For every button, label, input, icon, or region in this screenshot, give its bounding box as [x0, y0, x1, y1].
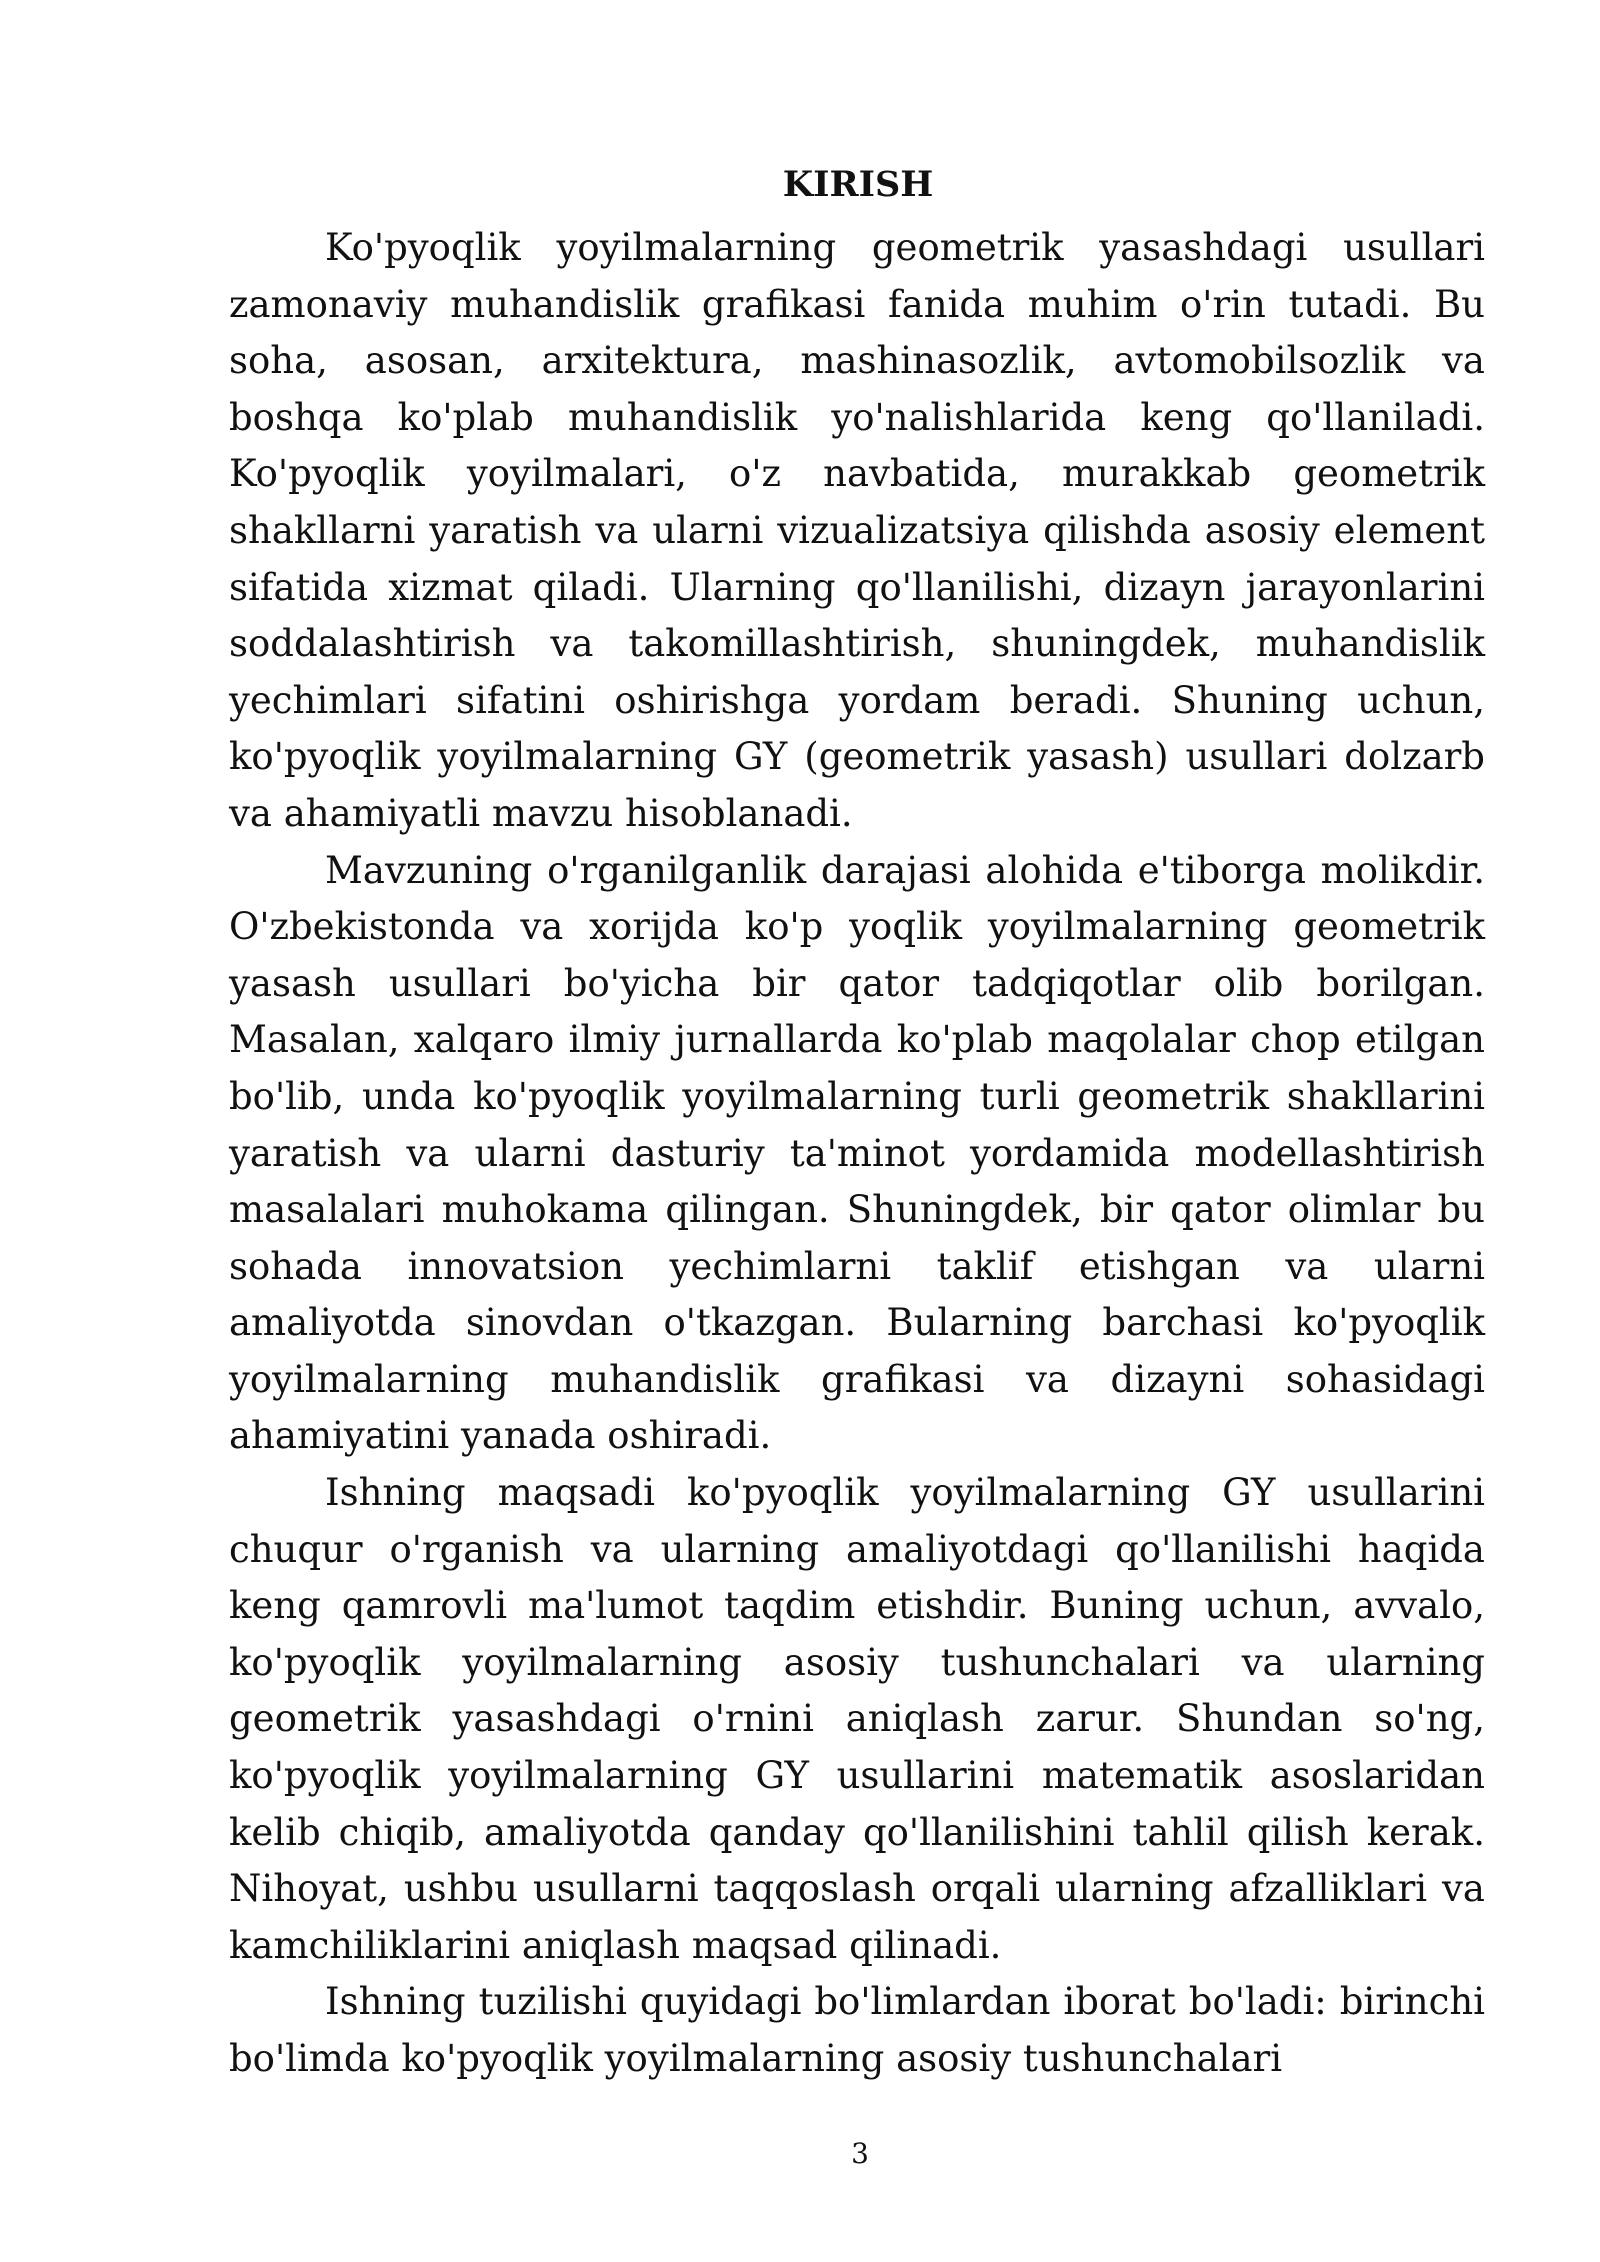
paragraph-relevance: Ko'pyoqlik yoyilmalarning geometrik yasashdagi usullari zamonaviy muhandislik grafikasi fanida muhim o'rin tutadi. Bu soha, asosan, arxitektura, mashinasozlik, avtomobilsozlik va boshqa ko'plab muhandislik yo'nalishlarida keng qo'llaniladi. Ko'pyoqlik yoyilmalari, o'z navbatida, murakkab geometrik shakllarni yaratish va ularni vizualizatsiya qilishda asosiy element sifatida xizmat qiladi. Ularning qo'llanilishi, dizayn jarayonlarini soddalashtirish va takomillashtirish, shuningdek, muhandislik yechimlari sifatini oshirishga yordam beradi. Shuning uchun, ko'pyoqlik yoyilmalarning GY (geometrik yasash) usullari dolzarb va ahamiyatli mavzu hisoblanadi.: [229, 226, 1485, 835]
document-page: [229, 150, 1485, 2088]
page-number: 3: [851, 2137, 869, 2170]
page-title: KIRISH: [782, 164, 934, 205]
paragraph-goal: Ishning maqsadi ko'pyoqlik yoyilmalarning GY usullarini chuqur o'rganish va ularning amaliyotdagi qo'llanilishi haqida keng qamrovli ma'lumot taqdim etishdir. Buning uchun, avvalo, ko'pyoqlik yoyilmalarning asosiy tushunchalari va ularning geometrik yasashdagi o'rnini aniqlash zarur. Shundan so'ng, ko'pyoqlik yoyilmalarning GY usullarini matematik asoslaridan kelib chiqib, amaliyotda qanday qo'llanilishini tahlil qilish kerak. Nihoyat, ushbu usullarni taqqoslash orqali ularning afzalliklari va kamchiliklarini aniqlash maqsad qilinadi.: [229, 1471, 1485, 1967]
paragraph-structure: Ishning tuzilishi quyidagi bo'limlardan iborat bo'ladi: birinchi bo'limda ko'pyoqlik yoyilmalarning asosiy tushunchalari: [229, 1980, 1485, 2080]
paragraph-study-level: Mavzuning o'rganilganlik darajasi alohida e'tiborga molikdir. O'zbekistonda va xorijda ko'p yoqlik yoyilmalarning geometrik yasash usullari bo'yicha bir qator tadqiqotlar olib borilgan. Masalan, xalqaro ilmiy jurnallarda ko'plab maqolalar chop etilgan bo'lib, unda ko'pyoqlik yoyilmalarning turli geometrik shakllarini yaratish va ularni dasturiy ta'minot yordamida modellashtirish masalalari muhokama qilingan. Shuningdek, bir qator olimlar bu sohada innovatsion yechimlarni taklif etishgan va ularni amaliyotda sinovdan o'tkazgan. Bularning barchasi ko'pyoqlik yoyilmalarning muhandislik grafikasi va dizayni sohasidagi ahamiyatini yanada oshiradi.: [229, 848, 1485, 1458]
